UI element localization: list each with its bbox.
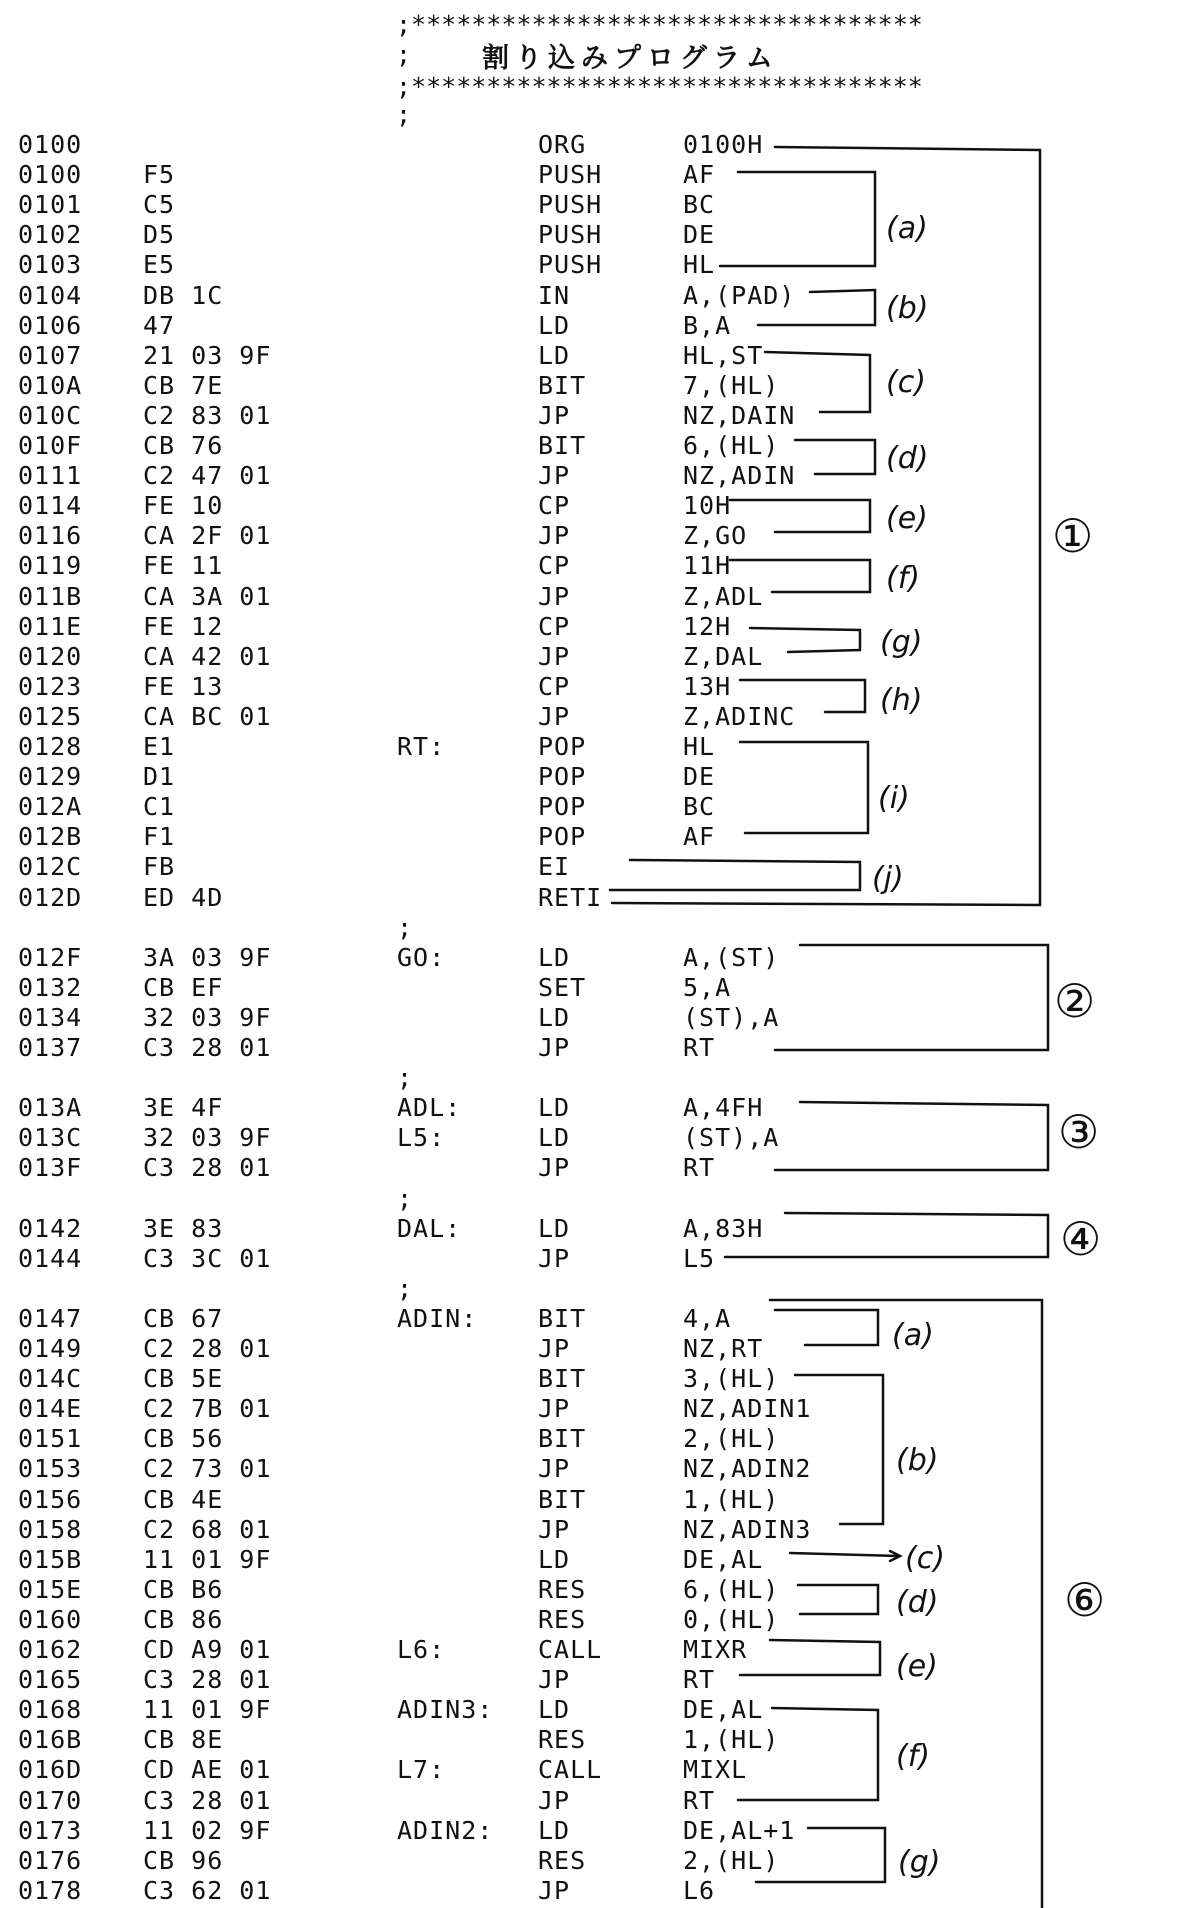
listing-operand: DE <box>683 762 716 792</box>
listing-machine-code: 32 03 9F <box>143 1123 272 1153</box>
listing-opcode: JP <box>538 641 571 671</box>
listing-operand: DE <box>683 220 716 250</box>
listing-opcode: POP <box>538 732 587 761</box>
listing-label: ADIN2: <box>397 1815 494 1845</box>
listing-operand: A,83H <box>683 1213 764 1243</box>
listing-machine-code: FE 11 <box>143 551 224 581</box>
listing-machine-code: 3E 4F <box>143 1093 224 1123</box>
listing-machine-code: CB 7E <box>143 370 224 400</box>
block-label-6: ⑥ <box>1064 1573 1106 1627</box>
listing-operand: MIXR <box>683 1635 748 1664</box>
listing-operand: HL,ST <box>683 340 764 370</box>
listing-machine-code: 11 01 9F <box>143 1695 272 1725</box>
listing-operand: NZ,DAIN <box>683 400 796 430</box>
listing-address: 0102 <box>18 220 83 250</box>
listing-machine-code: 11 02 9F <box>143 1815 272 1845</box>
listing-operand: HL <box>683 250 716 280</box>
listing-machine-code: F5 <box>143 160 176 190</box>
listing-opcode: PUSH <box>538 160 603 190</box>
listing-opcode: JP <box>538 1394 571 1424</box>
annotation-d6: (d) <box>896 1585 939 1620</box>
listing-operand: 2,(HL) <box>683 1845 780 1875</box>
listing-operand: 7,(HL) <box>683 370 780 400</box>
listing-address: 015B <box>18 1544 83 1574</box>
listing-label: RT: <box>397 732 446 761</box>
listing-opcode: RES <box>538 1845 587 1875</box>
listing-opcode: LD <box>538 1002 571 1032</box>
listing-opcode: BIT <box>538 370 587 400</box>
listing-address: 0149 <box>18 1334 83 1363</box>
block1-bracket <box>612 147 1040 905</box>
annotation-h1: (h) <box>880 683 923 718</box>
listing-operand: RT <box>683 1785 716 1815</box>
listing-machine-code: 21 03 9F <box>143 340 272 370</box>
listing-machine-code: C2 47 01 <box>143 461 272 491</box>
listing-address: 0100 <box>18 130 83 159</box>
listing-opcode: RES <box>538 1574 587 1604</box>
listing-opcode: JP <box>538 1033 571 1062</box>
listing-machine-code: C3 3C 01 <box>143 1243 272 1273</box>
listing-address: 014C <box>18 1364 83 1394</box>
listing-address: 0114 <box>18 491 83 521</box>
listing-opcode: LD <box>538 1213 571 1243</box>
annotation-e6: (e) <box>896 1649 938 1684</box>
listing-machine-code: C2 7B 01 <box>143 1394 272 1424</box>
listing-operand: Z,GO <box>683 521 748 551</box>
listing-address: 012C <box>18 852 83 882</box>
listing-opcode: IN <box>538 280 571 310</box>
listing-opcode: JP <box>538 1514 571 1544</box>
listing-machine-code: FE 12 <box>143 611 224 641</box>
listing-address: 015E <box>18 1574 83 1604</box>
listing-address: 0165 <box>18 1665 83 1695</box>
annotation-g1: (g) <box>880 625 923 660</box>
listing-opcode: LD <box>538 310 571 340</box>
listing-machine-code: C2 28 01 <box>143 1334 272 1363</box>
header-semicolon: ; <box>396 100 412 129</box>
listing-operand: 3,(HL) <box>683 1364 780 1394</box>
listing-opcode: JP <box>538 1153 571 1183</box>
listing-operand: A,(ST) <box>683 942 780 972</box>
listing-operand: BC <box>683 190 716 220</box>
listing-machine-code: 32 03 9F <box>143 1002 272 1032</box>
listing-opcode: JP <box>538 1875 571 1905</box>
listing-opcode: LD <box>538 340 571 370</box>
annotation-f1: (f) <box>886 561 920 596</box>
listing-operand: (ST),A <box>683 1002 780 1032</box>
annotation-d1: (d) <box>886 441 929 476</box>
listing-machine-code: C2 73 01 <box>143 1454 272 1484</box>
listing-machine-code: CA BC 01 <box>143 701 272 731</box>
listing-label: L7: <box>397 1755 446 1785</box>
listing-operand: NZ,RT <box>683 1334 764 1363</box>
listing-opcode: CALL <box>538 1635 603 1664</box>
listing-machine-code: FE 13 <box>143 671 224 701</box>
listing-address: 013F <box>18 1153 83 1183</box>
listing-operand: RT <box>683 1033 716 1062</box>
listing-machine-code: CB 67 <box>143 1303 224 1333</box>
listing-label: ADIN3: <box>397 1695 494 1725</box>
annotation-j1: (j) <box>872 861 904 896</box>
listing-opcode: JP <box>538 701 571 731</box>
listing-operand: RT <box>683 1665 716 1695</box>
listing-machine-code: D5 <box>143 220 176 250</box>
listing-machine-code: C3 28 01 <box>143 1033 272 1062</box>
listing-label: ; <box>397 1273 414 1303</box>
listing-address: 0144 <box>18 1243 83 1273</box>
listing-operand: Z,DAL <box>683 641 764 671</box>
listing-operand: (ST),A <box>683 1123 780 1153</box>
listing-operand: HL <box>683 732 716 761</box>
listing-operand: A,(PAD) <box>683 280 796 310</box>
listing-address: 011B <box>18 581 83 611</box>
listing-opcode: EI <box>538 852 571 882</box>
listing-machine-code: CB 8E <box>143 1725 224 1755</box>
listing-opcode: CALL <box>538 1755 603 1785</box>
header-stars-top: ;********************************** <box>396 10 923 39</box>
annotation-f6: (f) <box>896 1739 930 1774</box>
listing-machine-code: CB EF <box>143 972 224 1002</box>
listing-machine-code: 3E 83 <box>143 1213 224 1243</box>
listing-machine-code: C1 <box>143 792 176 822</box>
listing-opcode: PUSH <box>538 190 603 220</box>
annotation-c1: (c) <box>886 365 926 400</box>
listing-opcode: BIT <box>538 1364 587 1394</box>
listing-opcode: LD <box>538 1544 571 1574</box>
listing-machine-code: CB 86 <box>143 1604 224 1634</box>
listing-machine-code: C3 28 01 <box>143 1665 272 1695</box>
annotation-a1: (a) <box>886 211 928 246</box>
block-label-2: ② <box>1054 974 1096 1028</box>
listing-address: 0104 <box>18 280 83 310</box>
listing-machine-code: CB 96 <box>143 1845 224 1875</box>
listing-opcode: RES <box>538 1604 587 1634</box>
listing-operand: Z,ADL <box>683 581 764 611</box>
listing-machine-code: C5 <box>143 190 176 220</box>
annotation-a6: (a) <box>892 1318 934 1353</box>
listing-operand: 13H <box>683 671 732 701</box>
listing-opcode: LD <box>538 1123 571 1153</box>
listing-address: 0129 <box>18 762 83 792</box>
listing-operand: MIXL <box>683 1755 748 1785</box>
listing-operand: NZ,ADIN3 <box>683 1514 812 1544</box>
listing-opcode: JP <box>538 1665 571 1695</box>
listing-machine-code: 11 01 9F <box>143 1544 272 1574</box>
listing-operand: B,A <box>683 310 732 340</box>
listing-operand: BC <box>683 792 716 822</box>
listing-machine-code: C2 68 01 <box>143 1514 272 1544</box>
listing-address: 0178 <box>18 1875 83 1905</box>
listing-address: 0128 <box>18 732 83 761</box>
listing-opcode: LD <box>538 1093 571 1123</box>
listing-machine-code: CB 5E <box>143 1364 224 1394</box>
annotation-b1: (b) <box>886 291 929 326</box>
listing-address: 012F <box>18 942 83 972</box>
listing-opcode: LD <box>538 1695 571 1725</box>
listing-address: 010F <box>18 431 83 460</box>
listing-operand: 2,(HL) <box>683 1424 780 1454</box>
listing-address: 0170 <box>18 1785 83 1815</box>
listing-label: ADL: <box>397 1093 462 1123</box>
listing-operand: 1,(HL) <box>683 1484 780 1514</box>
listing-operand: 6,(HL) <box>683 431 780 460</box>
listing-opcode: ORG <box>538 130 587 159</box>
listing-operand: 12H <box>683 611 732 641</box>
listing-address: 013C <box>18 1123 83 1153</box>
listing-operand: 5,A <box>683 972 732 1002</box>
listing-operand: Z,ADINC <box>683 701 796 731</box>
listing-machine-code: DB 1C <box>143 280 224 310</box>
listing-address: 0116 <box>18 521 83 551</box>
listing-opcode: PUSH <box>538 250 603 280</box>
header-stars-bottom: ;********************************** <box>396 72 923 101</box>
listing-address: 0142 <box>18 1213 83 1243</box>
listing-opcode: LD <box>538 1815 571 1845</box>
listing-machine-code: CB 56 <box>143 1424 224 1454</box>
listing-operand: 10H <box>683 491 732 521</box>
listing-address: 016D <box>18 1755 83 1785</box>
listing-address: 0107 <box>18 340 83 370</box>
listing-machine-code: FE 10 <box>143 491 224 521</box>
listing-address: 0156 <box>18 1484 83 1514</box>
annotation-b6: (b) <box>896 1443 939 1478</box>
listing-opcode: BIT <box>538 431 587 460</box>
listing-machine-code: E1 <box>143 732 176 761</box>
listing-address: 0137 <box>18 1033 83 1062</box>
listing-operand: L5 <box>683 1243 716 1273</box>
listing-machine-code: 47 <box>143 310 176 340</box>
listing-opcode: CP <box>538 611 571 641</box>
listing-address: 0123 <box>18 671 83 701</box>
listing-machine-code: CA 3A 01 <box>143 581 272 611</box>
listing-opcode: CP <box>538 491 571 521</box>
listing-opcode: POP <box>538 792 587 822</box>
listing-machine-code: CB 4E <box>143 1484 224 1514</box>
listing-machine-code: CA 42 01 <box>143 641 272 671</box>
listing-address: 0125 <box>18 701 83 731</box>
listing-opcode: POP <box>538 762 587 792</box>
listing-address: 013A <box>18 1093 83 1123</box>
block-label-4: ④ <box>1060 1212 1102 1266</box>
listing-machine-code: ED 4D <box>143 882 224 912</box>
listing-address: 012B <box>18 822 83 852</box>
listing-opcode: JP <box>538 581 571 611</box>
listing-address: 012A <box>18 792 83 822</box>
listing-opcode: JP <box>538 1454 571 1484</box>
listing-address: 0120 <box>18 641 83 671</box>
listing-machine-code: FB <box>143 852 176 882</box>
listing-label: ; <box>397 912 414 942</box>
listing-machine-code: C2 83 01 <box>143 400 272 430</box>
listing-address: 0168 <box>18 1695 83 1725</box>
listing-machine-code: C3 28 01 <box>143 1785 272 1815</box>
listing-opcode: PUSH <box>538 220 603 250</box>
listing-operand: NZ,ADIN <box>683 461 796 491</box>
listing-operand: AF <box>683 160 716 190</box>
listing-address: 0162 <box>18 1635 83 1664</box>
listing-opcode: RES <box>538 1725 587 1755</box>
listing-address: 010C <box>18 400 83 430</box>
listing-machine-code: CA 2F 01 <box>143 521 272 551</box>
listing-address: 010A <box>18 370 83 400</box>
listing-opcode: BIT <box>538 1303 587 1333</box>
listing-opcode: JP <box>538 521 571 551</box>
listing-operand: 0,(HL) <box>683 1604 780 1634</box>
listing-label: GO: <box>397 942 446 972</box>
listing-address: 0151 <box>18 1424 83 1454</box>
listing-address: 0119 <box>18 551 83 581</box>
listing-opcode: JP <box>538 1243 571 1273</box>
header-title-prefix: ; <box>396 40 412 69</box>
listing-opcode: BIT <box>538 1484 587 1514</box>
listing-machine-code: F1 <box>143 822 176 852</box>
annotation-e1: (e) <box>886 501 928 536</box>
listing-operand: 0100H <box>683 130 764 159</box>
listing-address: 0158 <box>18 1514 83 1544</box>
listing-address: 014E <box>18 1394 83 1424</box>
listing-operand: AF <box>683 822 716 852</box>
listing-operand: L6 <box>683 1875 716 1905</box>
listing-address: 0134 <box>18 1002 83 1032</box>
block-label-1: ① <box>1052 509 1094 563</box>
listing-machine-code: 3A 03 9F <box>143 942 272 972</box>
annotation-c6: (c) <box>905 1541 945 1576</box>
listing-opcode: CP <box>538 551 571 581</box>
listing-address: 0132 <box>18 972 83 1002</box>
listing-machine-code: D1 <box>143 762 176 792</box>
bracket-a1 <box>720 172 875 266</box>
annotation-i1: (i) <box>878 781 910 816</box>
listing-address: 0147 <box>18 1303 83 1333</box>
listing-opcode: JP <box>538 1785 571 1815</box>
listing-opcode: SET <box>538 972 587 1002</box>
listing-opcode: CP <box>538 671 571 701</box>
listing-label: L6: <box>397 1635 446 1664</box>
listing-address: 0106 <box>18 310 83 340</box>
listing-machine-code: C3 62 01 <box>143 1875 272 1905</box>
listing-operand: DE,AL <box>683 1695 764 1725</box>
listing-address: 016B <box>18 1725 83 1755</box>
listing-operand: NZ,ADIN1 <box>683 1394 812 1424</box>
listing-machine-code: CB B6 <box>143 1574 224 1604</box>
listing-opcode: JP <box>538 461 571 491</box>
listing-address: 0101 <box>18 190 83 220</box>
listing-operand: NZ,ADIN2 <box>683 1454 812 1484</box>
block-label-3: ③ <box>1058 1105 1100 1159</box>
listing-address: 0160 <box>18 1604 83 1634</box>
listing-opcode: POP <box>538 822 587 852</box>
page-title: 割り込みプログラム <box>482 43 779 74</box>
listing-machine-code: E5 <box>143 250 176 280</box>
listing-label: DAL: <box>397 1213 462 1243</box>
listing-address: 012D <box>18 882 83 912</box>
listing-opcode: RETI <box>538 882 603 912</box>
listing-address: 0153 <box>18 1454 83 1484</box>
listing-opcode: BIT <box>538 1424 587 1454</box>
listing-label: ADIN: <box>397 1303 478 1333</box>
listing-operand: 11H <box>683 551 732 581</box>
listing-operand: A,4FH <box>683 1093 764 1123</box>
listing-label: L5: <box>397 1123 446 1153</box>
listing-machine-code: CB 76 <box>143 431 224 460</box>
annotation-g6: (g) <box>898 1845 941 1880</box>
listing-address: 0176 <box>18 1845 83 1875</box>
listing-operand: 1,(HL) <box>683 1725 780 1755</box>
listing-operand: DE,AL <box>683 1544 764 1574</box>
listing-machine-code: CD AE 01 <box>143 1755 272 1785</box>
listing-operand: 4,A <box>683 1303 732 1333</box>
listing-address: 0111 <box>18 461 83 491</box>
listing-address: 0103 <box>18 250 83 280</box>
listing-machine-code: C3 28 01 <box>143 1153 272 1183</box>
listing-opcode: JP <box>538 1334 571 1363</box>
listing-machine-code: CD A9 01 <box>143 1635 272 1664</box>
listing-operand: DE,AL+1 <box>683 1815 796 1845</box>
listing-opcode: JP <box>538 400 571 430</box>
listing-address: 0100 <box>18 160 83 190</box>
listing-label: ; <box>397 1063 414 1093</box>
listing-operand: RT <box>683 1153 716 1183</box>
listing-operand: 6,(HL) <box>683 1574 780 1604</box>
listing-label: ; <box>397 1183 414 1213</box>
listing-opcode: LD <box>538 942 571 972</box>
listing-address: 0173 <box>18 1815 83 1845</box>
listing-address: 011E <box>18 611 83 641</box>
